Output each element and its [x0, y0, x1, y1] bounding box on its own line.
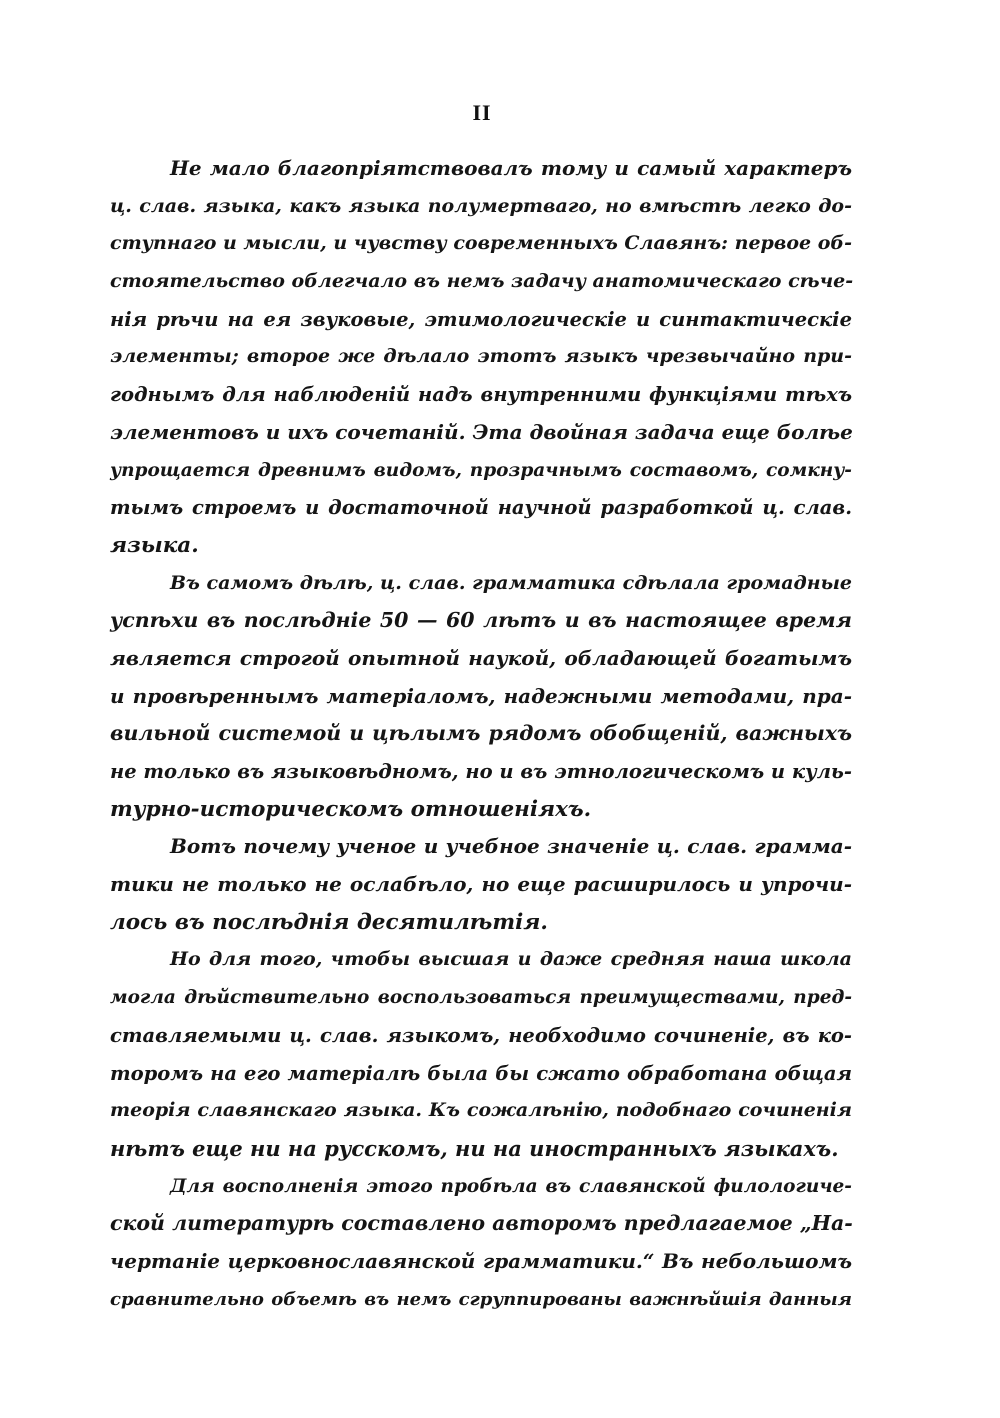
paragraph-4	[110, 941, 852, 1167]
text-line: тымъ строемъ и достаточной научной разработкой ц. слав.	[110, 496, 852, 520]
text-line: упрощается древнимъ видомъ, прозрачнымъ составомъ, сомкну-	[110, 459, 852, 481]
text-line: нія рѣчи на ея звуковые, этимологическіе и синтактическіе	[110, 307, 852, 331]
text-line: Для восполненія этого пробѣла въ славянской филологиче-	[170, 1175, 852, 1197]
text-line: не только въ языковѣдномъ, но и въ этнологическомъ и куль-	[110, 760, 852, 783]
page-number: II	[472, 100, 492, 125]
text-line: тики не только не ослабѣло, но еще расширилось и упрочи-	[110, 872, 852, 897]
paragraph-2	[110, 565, 852, 829]
text-line: Вотъ почему ученое и учебное значеніе ц. слав. грамма-	[170, 834, 852, 859]
text-line: торомъ на его матеріалѣ была бы сжато обработана общая	[110, 1061, 852, 1085]
text-line: стоятельство облегчало въ немъ задачу анатомическаго сѣче-	[110, 270, 854, 293]
paragraph-5	[110, 1168, 852, 1319]
text-line: могла дѣйствительно воспользоваться преимуществами, пред-	[110, 987, 852, 1009]
text-line: Не мало благопріятствовалъ тому и самый характеръ	[170, 156, 852, 180]
text-line: годнымъ для наблюденій надъ внутренними функціями тѣхъ	[110, 383, 852, 407]
text-line: нѣтъ еще ни на русскомъ, ни на иностранныхъ языкахъ.	[110, 1135, 839, 1161]
text-line: успѣхи въ послѣдніе 50 — 60 лѣтъ и въ настоящее время	[110, 608, 852, 633]
text-line: сравнительно объемѣ въ немъ сгруппированы важнѣйшія данныя	[110, 1288, 852, 1310]
text-line: элементы; второе же дѣлало этотъ языкъ чрезвычайно при-	[110, 345, 852, 368]
text-line: Но для того, чтобы высшая и даже средняя наша школа	[170, 948, 852, 971]
text-line: языка.	[110, 532, 199, 558]
text-line: лось въ послѣднія десятилѣтія.	[110, 909, 548, 935]
text-line: ской литературѣ составлено авторомъ предлагаемое „На-	[110, 1211, 853, 1236]
text-line: и провѣреннымъ матеріаломъ, надежными методами, пра-	[110, 683, 852, 708]
paragraph-1	[110, 150, 852, 565]
text-line: турно-историческомъ отношеніяхъ.	[110, 796, 592, 822]
text-line: ступнаго и мысли, и чувству современныхъ Славянъ: первое об-	[110, 232, 852, 255]
text-line: Въ самомъ дѣлѣ, ц. слав. грамматика сдѣлала громадные	[170, 571, 852, 594]
body-text	[110, 150, 852, 1318]
text-line: является строгой опытной наукой, обладающей богатымъ	[110, 645, 852, 670]
text-line: вильной системой и цѣлымъ рядомъ обобщеній, важныхъ	[110, 721, 852, 746]
text-line: чертаніе церковнославянской грамматики.“ Въ небольшомъ	[110, 1248, 852, 1273]
text-line: ц. слав. языка, какъ языка полумертваго, но вмѣстѣ легко до-	[110, 194, 852, 217]
text-line: ставляемыми ц. слав. языкомъ, необходимо сочиненіе, въ ко-	[110, 1023, 852, 1047]
paragraph-3	[110, 828, 852, 941]
text-line: теорія славянскаго языка. Къ сожалѣнію, подобнаго сочиненія	[110, 1099, 852, 1122]
text-line: элементовъ и ихъ сочетаній. Эта двойная задача еще болѣе	[110, 419, 853, 444]
